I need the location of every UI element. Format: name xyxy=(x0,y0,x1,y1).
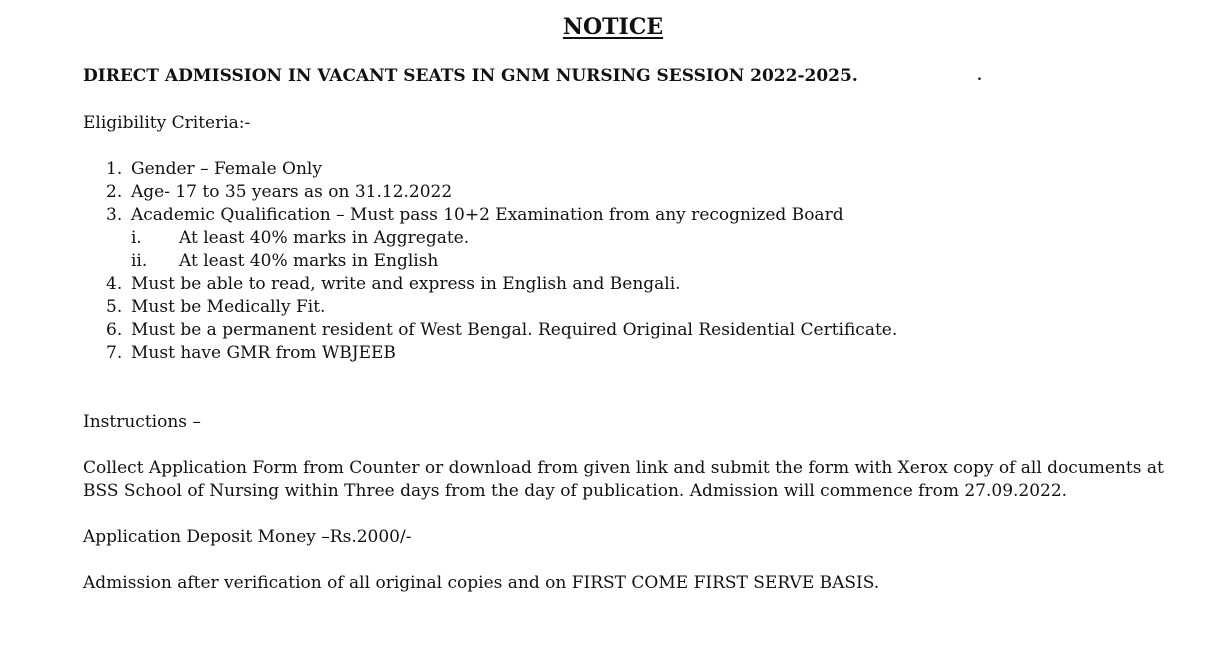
instructions-line-1: Collect Application Form from Counter or download from given link and submit the form with Xerox copy of all documents at xyxy=(83,458,1164,478)
list-text: At least 40% marks in English xyxy=(179,251,439,271)
list-number: 5. xyxy=(106,297,123,317)
list-number: 2. xyxy=(106,182,123,202)
notice-subtitle: DIRECT ADMISSION IN VACANT SEATS IN GNM NURSING SESSION 2022-2025. xyxy=(83,66,858,86)
list-number: i. xyxy=(131,228,142,248)
list-number: ii. xyxy=(131,251,148,271)
list-number: 4. xyxy=(106,274,123,294)
deposit-text: Application Deposit Money –Rs.2000/- xyxy=(83,527,412,547)
list-text: Must be able to read, write and express in English and Bengali. xyxy=(131,274,681,294)
stray-mark: . xyxy=(977,68,982,84)
admission-note: Admission after verification of all original copies and on FIRST COME FIRST SERVE BASIS. xyxy=(83,573,880,593)
list-number: 3. xyxy=(106,205,123,225)
list-text: Must be Medically Fit. xyxy=(131,297,326,317)
instructions-heading: Instructions – xyxy=(83,412,201,432)
list-number: 1. xyxy=(106,159,123,179)
instructions-line-2: BSS School of Nursing within Three days from the day of publication. Admission will commence from 27.09.2022. xyxy=(83,481,1068,501)
list-number: 6. xyxy=(106,320,123,340)
notice-title: NOTICE xyxy=(562,14,664,40)
eligibility-heading: Eligibility Criteria:- xyxy=(83,113,251,133)
list-text: Must be a permanent resident of West Bengal. Required Original Residential Certificate. xyxy=(131,320,898,340)
list-text: Academic Qualification – Must pass 10+2 Examination from any recognized Board xyxy=(131,205,844,225)
list-text: Age- 17 to 35 years as on 31.12.2022 xyxy=(131,182,453,202)
list-number: 7. xyxy=(106,343,123,363)
list-text: Gender – Female Only xyxy=(131,159,322,179)
list-text: At least 40% marks in Aggregate. xyxy=(179,228,470,248)
list-text: Must have GMR from WBJEEB xyxy=(131,343,396,363)
